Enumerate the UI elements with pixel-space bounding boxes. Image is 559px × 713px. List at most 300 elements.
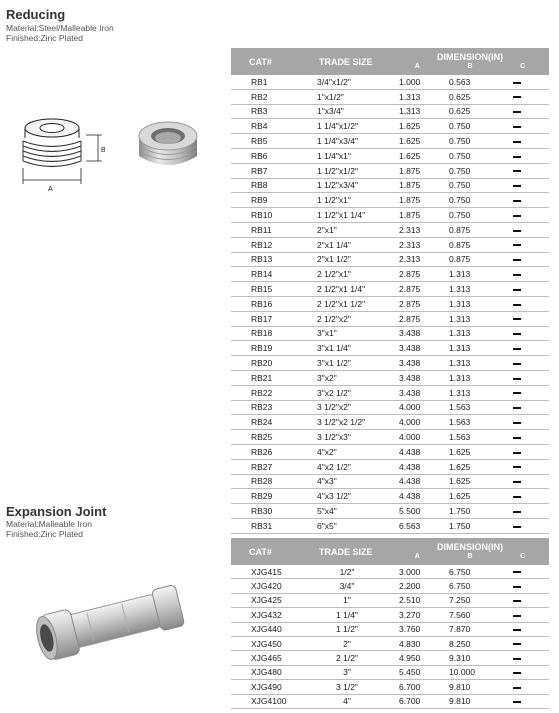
dimension-a-cell: 1.875	[391, 208, 443, 223]
dash-mark	[513, 481, 521, 483]
dimension-b-cell: 1.563	[443, 430, 501, 445]
table-row	[231, 370, 549, 385]
dimension-c-cell	[501, 665, 549, 679]
dimension-a-cell: 4.000	[391, 415, 443, 430]
trade-size-cell: 1"x3/4"	[303, 104, 391, 119]
table-row	[231, 680, 549, 694]
trade-size-cell: 2"	[303, 636, 391, 650]
cat-cell: RB30	[231, 504, 303, 519]
dimension-c-cell	[501, 459, 549, 474]
trade-size-cell: 3 1/2"	[303, 680, 391, 694]
trade-size-cell: 3 1/2"x2"	[303, 400, 391, 415]
dimension-c-cell	[501, 222, 549, 237]
reducing-table-body	[231, 75, 549, 533]
table-row	[231, 208, 549, 223]
dimension-b-cell: 8.250	[443, 636, 501, 650]
dimension-b-cell: 0.875	[443, 237, 501, 252]
dimension-a-cell: 1.625	[391, 134, 443, 149]
expansion-joint-spec-table	[231, 538, 549, 709]
table-row	[231, 400, 549, 415]
trade-size-cell: 3"	[303, 665, 391, 679]
dimension-b-cell: 1.313	[443, 385, 501, 400]
trade-size-cell: 3"x2"	[303, 370, 391, 385]
dash-mark	[513, 200, 521, 202]
header-dimension	[391, 538, 549, 565]
cat-cell: RB4	[231, 119, 303, 134]
cat-cell: RB15	[231, 282, 303, 297]
header-a: A	[414, 552, 420, 560]
table-row	[231, 518, 549, 533]
cat-cell: RB17	[231, 311, 303, 326]
dash-mark	[513, 701, 521, 703]
dimension-b-cell: 9.810	[443, 680, 501, 694]
trade-size-cell: 4"x3 1/2"	[303, 489, 391, 504]
table-header-row	[231, 538, 549, 565]
dimension-c-cell	[501, 119, 549, 134]
reducing-bushing-photo	[133, 118, 203, 176]
dimension-a-cell: 2.875	[391, 296, 443, 311]
dimension-b-cell: 0.750	[443, 193, 501, 208]
dimension-a-cell: 2.313	[391, 252, 443, 267]
cat-cell: RB2	[231, 89, 303, 104]
dimension-a-cell: 6.700	[391, 694, 443, 708]
dimension-b-cell: 0.750	[443, 163, 501, 178]
dimension-b-cell: 0.750	[443, 148, 501, 163]
dimension-c-cell	[501, 504, 549, 519]
dash-mark	[513, 156, 521, 158]
trade-size-cell: 1 1/4"x1"	[303, 148, 391, 163]
cat-cell: XJG4100	[231, 694, 303, 708]
cat-cell: RB1	[231, 75, 303, 89]
dash-mark	[513, 111, 521, 113]
dash-mark	[513, 215, 521, 217]
cat-cell: RB3	[231, 104, 303, 119]
dash-mark	[513, 658, 521, 660]
dimension-b-cell: 1.313	[443, 356, 501, 371]
dimension-b-cell: 0.750	[443, 178, 501, 193]
dash-mark	[513, 126, 521, 128]
cat-cell: RB11	[231, 222, 303, 237]
table-row	[231, 75, 549, 89]
cat-cell: RB8	[231, 178, 303, 193]
cat-cell: RB12	[231, 237, 303, 252]
table-header-row	[231, 48, 549, 75]
dash-mark	[513, 422, 521, 424]
cat-cell: RB16	[231, 296, 303, 311]
dimension-a-cell: 4.000	[391, 430, 443, 445]
header-trade-size: TRADE SIZE	[303, 538, 391, 565]
dimension-c-cell	[501, 267, 549, 282]
table-row	[231, 622, 549, 636]
dimension-c-cell	[501, 193, 549, 208]
trade-size-cell: 3"x1 1/4"	[303, 341, 391, 356]
trade-size-cell: 2"x1 1/2"	[303, 252, 391, 267]
dimension-b-cell: 1.313	[443, 311, 501, 326]
dash-mark	[513, 318, 521, 320]
table-row	[231, 341, 549, 356]
dash-mark	[513, 586, 521, 588]
expansion-joint-finish: Finished:Zinc Plated	[6, 529, 84, 539]
dimension-b-cell: 0.750	[443, 119, 501, 134]
dimension-c-cell	[501, 400, 549, 415]
cat-cell: RB13	[231, 252, 303, 267]
dimension-c-cell	[501, 651, 549, 665]
cat-cell: XJG432	[231, 608, 303, 622]
reducing-spec-table	[231, 48, 549, 534]
cat-cell: RB18	[231, 326, 303, 341]
trade-size-cell: 3 1/2"x3"	[303, 430, 391, 445]
dimension-c-cell	[501, 385, 549, 400]
table-row	[231, 385, 549, 400]
dimension-a-cell: 3.000	[391, 565, 443, 579]
cat-cell: RB7	[231, 163, 303, 178]
trade-size-cell: 2 1/2"x1 1/2"	[303, 296, 391, 311]
dimension-b-cell: 7.870	[443, 622, 501, 636]
dimension-a-cell: 3.438	[391, 326, 443, 341]
dimension-a-cell: 5.450	[391, 665, 443, 679]
dash-mark	[513, 230, 521, 232]
header-b: B	[467, 62, 473, 70]
table-row	[231, 237, 549, 252]
reducing-specs	[6, 23, 114, 43]
reducing-material: Material:Steel/Malleable Iron	[6, 23, 114, 33]
dimension-a-cell: 1.875	[391, 193, 443, 208]
dash-mark	[513, 170, 521, 172]
dimension-b-cell: 1.563	[443, 400, 501, 415]
table-row	[231, 148, 549, 163]
expansion-joint-title: Expansion Joint	[6, 504, 107, 519]
dimension-c-cell	[501, 518, 549, 533]
dash-mark	[513, 96, 521, 98]
dimension-a-cell: 4.438	[391, 459, 443, 474]
dimension-a-cell: 3.270	[391, 608, 443, 622]
dimension-a-cell: 4.000	[391, 400, 443, 415]
dash-mark	[513, 378, 521, 380]
table-row	[231, 134, 549, 149]
dimension-label-b: B	[101, 147, 106, 154]
dash-mark	[513, 571, 521, 573]
expansion-joint-photo	[30, 582, 200, 662]
trade-size-cell: 2 1/2"x1"	[303, 267, 391, 282]
cat-cell: RB24	[231, 415, 303, 430]
dash-mark	[513, 363, 521, 365]
table-row	[231, 444, 549, 459]
header-cat: CAT#	[231, 538, 303, 565]
dimension-c-cell	[501, 593, 549, 607]
dimension-b-cell: 6.750	[443, 579, 501, 593]
dimension-b-cell: 1.750	[443, 518, 501, 533]
header-b: B	[467, 552, 473, 560]
table-row	[231, 608, 549, 622]
dimension-c-cell	[501, 608, 549, 622]
dimension-a-cell: 2.875	[391, 282, 443, 297]
table-row	[231, 296, 549, 311]
header-cat: CAT#	[231, 48, 303, 75]
dimension-b-cell: 1.625	[443, 459, 501, 474]
dash-mark	[513, 672, 521, 674]
dash-mark	[513, 82, 521, 84]
dimension-a-cell: 3.438	[391, 370, 443, 385]
table-row	[231, 665, 549, 679]
table-row	[231, 356, 549, 371]
dimension-b-cell: 7.560	[443, 608, 501, 622]
header-a: A	[414, 62, 420, 70]
dimension-a-cell: 2.313	[391, 222, 443, 237]
dimension-c-cell	[501, 565, 549, 579]
cat-cell: RB31	[231, 518, 303, 533]
header-dimension	[391, 48, 549, 75]
table-row	[231, 178, 549, 193]
expansion-joint-table-body	[231, 565, 549, 708]
dimension-c-cell	[501, 75, 549, 89]
dimension-c-cell	[501, 296, 549, 311]
dimension-b-cell: 1.313	[443, 296, 501, 311]
cat-cell: XJG490	[231, 680, 303, 694]
dash-mark	[513, 304, 521, 306]
cat-cell: RB26	[231, 444, 303, 459]
cat-cell: RB28	[231, 474, 303, 489]
dimension-c-cell	[501, 178, 549, 193]
dimension-a-cell: 2.313	[391, 237, 443, 252]
dimension-c-cell	[501, 474, 549, 489]
trade-size-cell: 1 1/2"	[303, 622, 391, 636]
cat-cell: XJG465	[231, 651, 303, 665]
table-row	[231, 504, 549, 519]
dimension-a-cell: 2.510	[391, 593, 443, 607]
table-row	[231, 651, 549, 665]
dimension-a-cell: 1.313	[391, 104, 443, 119]
dash-mark	[513, 407, 521, 409]
dimension-b-cell: 0.750	[443, 134, 501, 149]
header-dimension-label: DIMENSION(IN)	[437, 541, 503, 552]
dash-mark	[513, 615, 521, 617]
trade-size-cell: 1"x1/2"	[303, 89, 391, 104]
cat-cell: RB23	[231, 400, 303, 415]
dimension-c-cell	[501, 430, 549, 445]
dimension-a-cell: 4.950	[391, 651, 443, 665]
trade-size-cell: 3"x1"	[303, 326, 391, 341]
dimension-c-cell	[501, 163, 549, 178]
cat-cell: XJG425	[231, 593, 303, 607]
table-row	[231, 326, 549, 341]
cat-cell: XJG415	[231, 565, 303, 579]
trade-size-cell: 1 1/2"x1 1/4"	[303, 208, 391, 223]
table-row	[231, 593, 549, 607]
dimension-b-cell: 1.625	[443, 444, 501, 459]
dimension-a-cell: 4.830	[391, 636, 443, 650]
trade-size-cell: 1 1/2"x3/4"	[303, 178, 391, 193]
cat-cell: XJG450	[231, 636, 303, 650]
table-row	[231, 222, 549, 237]
table-row	[231, 163, 549, 178]
trade-size-cell: 3"x2 1/2"	[303, 385, 391, 400]
trade-size-cell: 6"x5"	[303, 518, 391, 533]
dash-mark	[513, 526, 521, 528]
table-row	[231, 489, 549, 504]
dimension-c-cell	[501, 311, 549, 326]
cat-cell: RB27	[231, 459, 303, 474]
dimension-b-cell: 9.310	[443, 651, 501, 665]
trade-size-cell: 4"x2 1/2"	[303, 459, 391, 474]
trade-size-cell: 3"x1 1/2"	[303, 356, 391, 371]
table-row	[231, 252, 549, 267]
cat-cell: RB6	[231, 148, 303, 163]
cat-cell: RB10	[231, 208, 303, 223]
dash-mark	[513, 348, 521, 350]
cat-cell: RB14	[231, 267, 303, 282]
dash-mark	[513, 629, 521, 631]
dimension-a-cell: 3.438	[391, 385, 443, 400]
trade-size-cell: 1"	[303, 593, 391, 607]
trade-size-cell: 5"x4"	[303, 504, 391, 519]
dimension-b-cell: 1.313	[443, 341, 501, 356]
cat-cell: RB25	[231, 430, 303, 445]
trade-size-cell: 3 1/2"x2 1/2"	[303, 415, 391, 430]
table-row	[231, 267, 549, 282]
dimension-a-cell: 4.438	[391, 489, 443, 504]
dash-mark	[513, 392, 521, 394]
trade-size-cell: 1 1/2"x1/2"	[303, 163, 391, 178]
dash-mark	[513, 259, 521, 261]
dimension-a-cell: 4.438	[391, 474, 443, 489]
trade-size-cell: 4"x2"	[303, 444, 391, 459]
header-c: C	[520, 552, 526, 560]
dimension-a-cell: 3.438	[391, 341, 443, 356]
trade-size-cell: 1 1/4"x1/2"	[303, 119, 391, 134]
dimension-a-cell: 6.700	[391, 680, 443, 694]
expansion-joint-material: Material:Malleable Iron	[6, 519, 92, 529]
dimension-label-a: A	[48, 186, 53, 193]
dimension-c-cell	[501, 252, 549, 267]
dimension-c-cell	[501, 680, 549, 694]
dimension-a-cell: 1.625	[391, 119, 443, 134]
dash-mark	[513, 274, 521, 276]
cat-cell: XJG480	[231, 665, 303, 679]
table-row	[231, 193, 549, 208]
trade-size-cell: 2"x1"	[303, 222, 391, 237]
dash-mark	[513, 333, 521, 335]
dimension-a-cell: 1.875	[391, 178, 443, 193]
dimension-c-cell	[501, 636, 549, 650]
dimension-a-cell: 2.875	[391, 267, 443, 282]
dimension-b-cell: 1.313	[443, 282, 501, 297]
dimension-b-cell: 6.750	[443, 565, 501, 579]
dimension-b-cell: 10.000	[443, 665, 501, 679]
trade-size-cell: 3/4"x1/2"	[303, 75, 391, 89]
dimension-c-cell	[501, 237, 549, 252]
dimension-b-cell: 0.750	[443, 208, 501, 223]
table-row	[231, 430, 549, 445]
table-row	[231, 694, 549, 708]
dimension-a-cell: 1.000	[391, 75, 443, 89]
dimension-a-cell: 3.438	[391, 356, 443, 371]
cat-cell: RB9	[231, 193, 303, 208]
dash-mark	[513, 141, 521, 143]
table-row	[231, 474, 549, 489]
cat-cell: RB22	[231, 385, 303, 400]
dimension-c-cell	[501, 89, 549, 104]
dimension-c-cell	[501, 104, 549, 119]
reducing-bushing-diagram	[10, 112, 120, 202]
dimension-b-cell: 0.625	[443, 89, 501, 104]
table-row	[231, 415, 549, 430]
table-row	[231, 89, 549, 104]
cat-cell: RB19	[231, 341, 303, 356]
reducing-title: Reducing	[6, 7, 66, 22]
dimension-c-cell	[501, 444, 549, 459]
trade-size-cell: 3/4"	[303, 579, 391, 593]
cat-cell: RB21	[231, 370, 303, 385]
dimension-b-cell: 1.625	[443, 474, 501, 489]
trade-size-cell: 1 1/4"x3/4"	[303, 134, 391, 149]
cat-cell: RB29	[231, 489, 303, 504]
dimension-c-cell	[501, 579, 549, 593]
dimension-c-cell	[501, 208, 549, 223]
reducing-finish: Finished:Zinc Plated	[6, 33, 84, 43]
dimension-c-cell	[501, 282, 549, 297]
cat-cell: XJG440	[231, 622, 303, 636]
trade-size-cell: 1 1/4"	[303, 608, 391, 622]
trade-size-cell: 2 1/2"	[303, 651, 391, 665]
dimension-b-cell: 0.563	[443, 75, 501, 89]
dimension-b-cell: 0.875	[443, 252, 501, 267]
trade-size-cell: 2 1/2"x2"	[303, 311, 391, 326]
dimension-b-cell: 1.313	[443, 326, 501, 341]
dash-mark	[513, 466, 521, 468]
trade-size-cell: 1 1/2"x1"	[303, 193, 391, 208]
dimension-b-cell: 0.875	[443, 222, 501, 237]
trade-size-cell: 2"x1 1/4"	[303, 237, 391, 252]
dimension-b-cell: 0.625	[443, 104, 501, 119]
dimension-b-cell: 1.750	[443, 504, 501, 519]
dimension-a-cell: 4.438	[391, 444, 443, 459]
dimension-c-cell	[501, 694, 549, 708]
cat-cell: RB5	[231, 134, 303, 149]
dimension-c-cell	[501, 326, 549, 341]
table-row	[231, 459, 549, 474]
dimension-a-cell: 5.500	[391, 504, 443, 519]
header-trade-size: TRADE SIZE	[303, 48, 391, 75]
cat-cell: RB20	[231, 356, 303, 371]
dimension-a-cell: 1.875	[391, 163, 443, 178]
dimension-c-cell	[501, 415, 549, 430]
dimension-b-cell: 7.250	[443, 593, 501, 607]
dash-mark	[513, 496, 521, 498]
dash-mark	[513, 600, 521, 602]
header-c: C	[520, 62, 526, 70]
dimension-a-cell: 1.625	[391, 148, 443, 163]
dimension-c-cell	[501, 356, 549, 371]
dash-mark	[513, 511, 521, 513]
header-dimension-label: DIMENSION(IN)	[437, 51, 503, 62]
dimension-b-cell: 1.563	[443, 415, 501, 430]
table-row	[231, 636, 549, 650]
dimension-b-cell: 1.313	[443, 370, 501, 385]
table-row	[231, 311, 549, 326]
dimension-c-cell	[501, 489, 549, 504]
dimension-c-cell	[501, 370, 549, 385]
table-row	[231, 579, 549, 593]
dimension-b-cell: 1.313	[443, 267, 501, 282]
dash-mark	[513, 687, 521, 689]
expansion-joint-specs	[6, 519, 92, 539]
dash-mark	[513, 244, 521, 246]
trade-size-cell: 1/2"	[303, 565, 391, 579]
dimension-a-cell: 2.875	[391, 311, 443, 326]
dimension-a-cell: 3.760	[391, 622, 443, 636]
dimension-c-cell	[501, 622, 549, 636]
dimension-a-cell: 2.200	[391, 579, 443, 593]
